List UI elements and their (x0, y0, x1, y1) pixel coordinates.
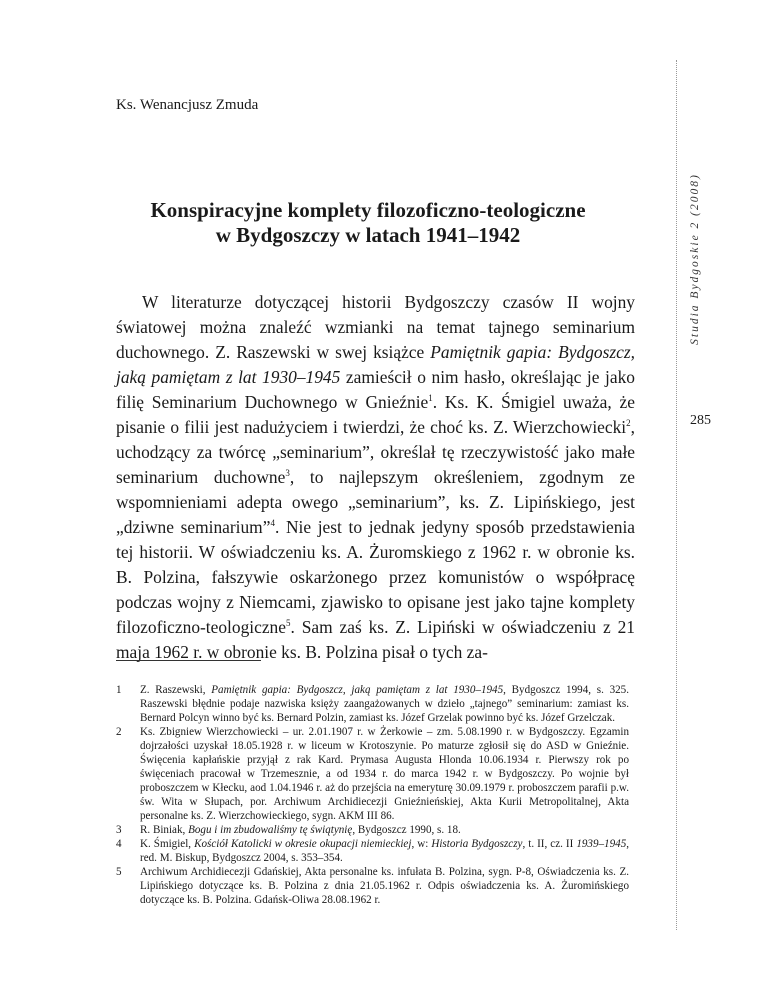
footnote-number: 5 (116, 866, 122, 878)
paragraph-1: W literaturze dotyczącej historii Bydgoszczy czasów II wojny światowej można znaleźć wzmianki na temat tajnego seminarium duchownego. Z. Raszewski w swej książce Pamiętnik gapia: Bydgoszcz, jaką pamiętam z lat 1930–1945 zamieścił o nim hasło, określając je jako filię Seminarium Duchownego w Gnieźnie$^1$. Ks. K. Śmigiel uważa, że pisanie o filii jest nadużyciem i twierdzi, że choć ks. Z. Wierzchowiecki$^2$, uchodzący za twórcę „seminarium”, określał tę rzeczywistość jako małe seminarium duchowne$^3$, to najlepszym określeniem, zgodnym ze wspomnieniami adepta owego „seminarium”, ks. Z. Lipińskiego, jest „dziwne seminarium”$^4$. Nie jest to jednak jedyny sposób przedstawienia tej historii. W oświadczeniu ks. A. Żuromskiego z 1962 r. w obronie ks. B. Polzina, fałszywie oskarżonego przez komunistów o współpracę podczas wojny z Niemcami, zjawisko to opisane jest jako tajne komplety filozoficzno-teologiczne$^5$. Sam zaś ks. Z. Lipiński w oświadczeniu z 21 maja 1962 r. w obronie ks. B. Polzina pisał o tych za- (116, 292, 636, 662)
footnote-ref-2[interactable]: 2 (626, 418, 631, 429)
footnote-2: 2 Ks. Zbigniew Wierzchowiecki – ur. 2.01.1907 r. w Żerkowie – zm. 5.08.1990 r. w Bydgoszczy. Egzamin dojrzałości uzyskał 18.05.1928 r. w liceum w Krotoszynie. Po maturze zgłosił się do ASD w Gnieźnie. Święcenia kapłańskie przyjął z rak Kard. Prymasa Augusta Hlonda 10.06.1934 r. Pierwszy rok po święceniach pracował w Trzemesznie, a od 1934 r. do marca 1942 r. w Bydgoszczy. Po wojnie był proboszczem w Kłecku, aod 1.04.1946 r. aż do przejścia na emeryturę 30.09.1979 r. proboszczem parafii p.w. św. Wita w Słupach, por. Archiwum Archidiecezji Gnieźnieńskiej, Akta Kurii Metropolitalnej, Akta personalne ks. Z. Wierzchowieckiego, sygn. AKM III 86. (116, 726, 629, 822)
footnote-ref-3[interactable]: 3 (285, 468, 290, 479)
footnote-number: 3 (116, 824, 122, 836)
article-body (116, 290, 635, 665)
footnote-4: 4 K. Śmigiel, Kościół Katolicki w okresie okupacji niemieckiej, w: Historia Bydgoszczy, t. II, cz. II 1939–1945, red. M. Biskup, Bydgoszcz 2004, s. 353–354. (116, 838, 630, 864)
title-line-1: Konspiracyjne komplety filozoficzno-teologiczne (150, 198, 586, 222)
article-title (100, 198, 636, 248)
footnote-number: 2 (116, 726, 122, 738)
footnote-ref-1[interactable]: 1 (428, 393, 433, 404)
footnote-number: 4 (116, 838, 122, 850)
footnote-1: 1 Z. Raszewski, Pamiętnik gapia: Bydgoszcz, jaką pamiętam z lat 1930–1945, Bydgoszcz 1994, s. 325. Raszewski błędnie podaje nazwiska księży zaangażowanych w dzieło „tajnego” seminarium: zamiast ks. Bernard Polcyn winno być ks. Bernard Polzin, zamiast ks. Józef Grzelak powinno być ks. Józef Grzelczak. (116, 684, 629, 724)
journal-running-head: Studia Bydgoskie 2 (2008) (689, 173, 701, 345)
book-title: Pamiętnik gapia: Bydgoszcz, jaką pamiętam z lat 1930–1945 (116, 342, 635, 387)
footnotes (116, 683, 629, 907)
footnote-number: 1 (116, 684, 122, 696)
footnote-ref-5[interactable]: 5 (285, 618, 291, 629)
author-name: Ks. Wenancjusz Zmuda (116, 97, 259, 113)
footnote-5: 5 Archiwum Archidiecezji Gdańskiej, Akta personalne ks. infułata B. Polzina, sygn. P-8, Oświadczenia ks. Z. Lipińskiego dotyczące ks. B. Polzina z dnia 21.05.1962 r. Odpis oświadczenia ks. A. Żuromińskiego dotyczące ks. B. Polzina. Gdańsk-Oliwa 28.08.1962 r. (116, 866, 629, 906)
title-line-2: w Bydgoszczy w latach 1941–1942 (215, 223, 521, 247)
margin-dotted-rule (676, 60, 677, 930)
footnote-divider (116, 660, 261, 661)
page-number: 285 (690, 413, 711, 428)
footnote-3: 3 R. Biniak, Bogu i im zbudowaliśmy tę świątynię, Bydgoszcz 1990, s. 18. (116, 824, 461, 836)
footnote-ref-4[interactable]: 4 (270, 518, 275, 529)
